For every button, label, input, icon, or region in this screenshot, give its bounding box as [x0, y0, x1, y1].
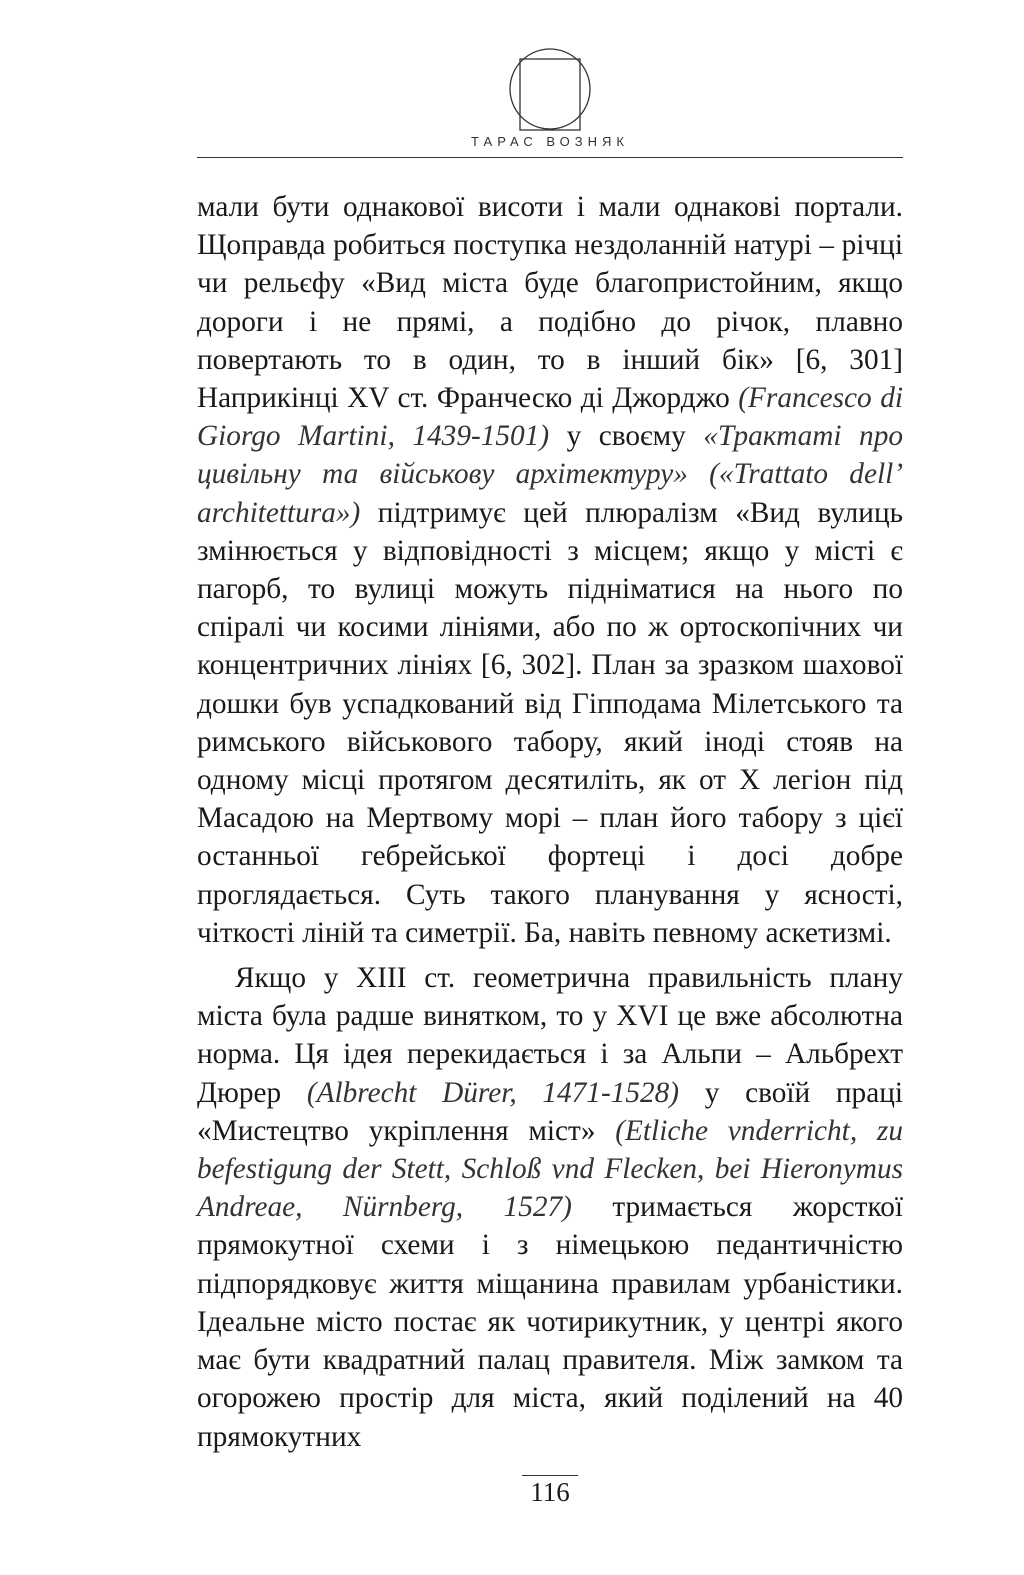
paragraph-1 [197, 188, 903, 952]
page-number: 116 [530, 1477, 570, 1507]
paragraph-1-text-1: мали бути однакової висоти і мали однакові портали. Щоправда робиться поступка нездоланній натурі – річці чи рельєфу «Вид міста буде благопристойним, якщо дороги і не прямі, а подібно до річок, плавно повертають то в один, то в інший бік» [6, 301] Наприкінці XV ст. Франческо ді Джорджо [197, 191, 903, 415]
circle-square-logo-icon [508, 47, 592, 131]
paragraph-2-text-1: Якщо у XIII ст. геометрична правильність плану міста була радше винятком, то у XVI це вже абсолютна норма. Ця ідея перекидається і за Альпи – Альбрехт Дюрер [197, 962, 903, 1109]
paragraph-1-text-2: у своєму [549, 420, 704, 453]
paragraph-1-text-3: підтримує цей плюралізм «Вид вулиць змінюється у відповідності з місцем; якщо у місті є пагорб, то вулиці можуть підніматися на нього по спіралі чи косими лініями, або по ж ортоскопічних чи концентричних лініях [6, 302]. План за зразком шахової дошки був успадкований від Гіпподама Мілетського та римського військового табору, який іноді стояв на одному місці протягом десятиліть, як от X легіон під Масадою на Мертвому морі – план його табору з цієї останньої гебрейської фортеці і досі добре проглядається. Суть такого планування у ясності, чіткості ліній та симетрії. Ба, навіть певному аскетизмі. [197, 496, 903, 949]
paragraph-1-italic-2: «Трактаті про цивільну та військову архітектуру» («Trattato dell’ architettura») [197, 420, 904, 529]
paragraph-2 [197, 959, 903, 1456]
paragraph-2-text-3: тримається жорсткої прямокутної схеми і з німецькою педантичністю підпорядковує життя міщанина правилам урбаністики. Ідеальне місто постає як чотирикутник, у центрі якого має бути квадратний палац правителя. Між замком та огорожею простір для міста, який поділений на 40 прямокутних [197, 1191, 903, 1453]
paragraph-2-italic-2: (Etliche vnderricht, zu befestigung der Stett, Schloß vnd Flecken, bei Hieronymus Andreae, Nürnberg, 1527) [197, 1114, 903, 1224]
paragraph-1-italic-1: (Francesco di Giorgo Martini, 1439-1501) [197, 382, 903, 453]
header-rule [197, 157, 903, 158]
running-head: ТАРАС ВОЗНЯК [471, 134, 629, 149]
paragraph-2-italic-1: (Albrecht Dürer, 1471-1528) [306, 1076, 680, 1109]
page-body [197, 188, 903, 1456]
paragraph-2-text-2: у своїй праці «Мистецтво укріплення міст» [197, 1076, 904, 1147]
